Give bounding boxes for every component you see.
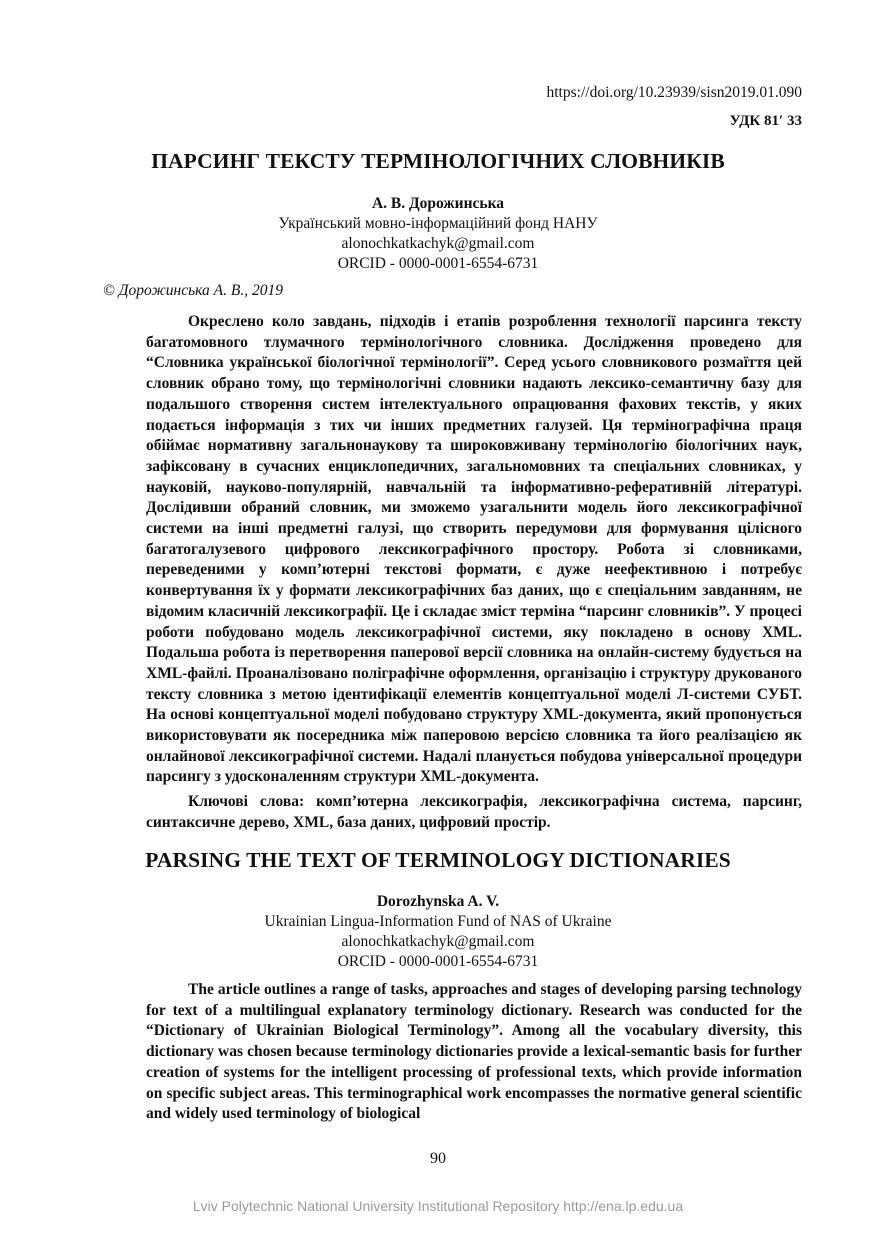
orcid-english[interactable]: ORCID - 0000-0001-6554-6731 bbox=[337, 953, 539, 970]
abstract-ukrainian: Окреслено коло завдань, підходів і етапів розроблення технології парсинга тексту багатомовного тлумачного термінологічного словника. Дослідження проведено для “Словника української біологічної термінології”. Серед усього словникового розмаїття цей словник обрано тому, що термінологічні словники надають лексико-семантичну базу для подальшого створення систем інтелектуального опрацювання фахових текстів, у яких подається інформація з тих чи інших предметних галузей. Ця термінографічна праця обіймає нормативну загальнонаукову та широковживану термінологію біологічних наук, зафіксовану в сучасних енциклопедичних, загальномовних та спеціальних словниках, у науковій, науково-популярній, навчальній та інформативно-реферативній літературі. Дослідивши обраний словник, ми зможемо узагальнити модель його лексикографічної системи на інші предметні галузі, що створить передумови для формування цілісного багатогалузевого цифрового лексикографічного простору. Робота зі словниками, переведеними у комп’ютерні текстові формати, є дуже неефективною і потребує конвертування їх у формати лексикографічних баз даних, що є спеціальним завданням, не відомим класичній лексикографії. Це і складає зміст терміна “парсинг словників”. У процесі роботи побудовано модель лексикографічної системи, яку покладено в основу XML. Подальша робота із перетворення паперової версії словника на онлайн-систему будується на XML-файлі. Проаналізовано поліграфічне оформлення, організацію і структуру друкованого тексту словника з метою ідентифікації елементів концептуальної моделі Л-системи СУБТ. На основі концептуальної моделі побудовано структуру XML-документа, який пропонується використовувати як посередника між паперовою версією словника та його реалізацією як онлайнової лексикографічної системи. Надалі планується побудова універсальної процедури парсингу з удосконаленням структури XML-документа. bbox=[146, 313, 802, 786]
author-ukrainian: А. В. Дорожинська bbox=[371, 195, 505, 212]
email-english[interactable]: alonochkatkachyk@gmail.com bbox=[341, 933, 535, 950]
email-ukrainian[interactable]: alonochkatkachyk@gmail.com bbox=[341, 235, 535, 252]
author-english: Dorozhynska A. V. bbox=[376, 893, 500, 910]
keywords-ukrainian: Ключові слова: комп’ютерна лексикографія, лексикографічна система, парсинг, синтаксичне дерево, XML, база даних, цифровий простір. bbox=[146, 793, 802, 831]
udk-code: УДК 81′ 33 bbox=[729, 113, 802, 129]
orcid-ukrainian[interactable]: ORCID - 0000-0001-6554-6731 bbox=[337, 255, 539, 272]
title-english: PARSING THE TEXT OF TERMINOLOGY DICTIONARIES bbox=[145, 848, 731, 872]
copyright-note: © Дорожинська А. В., 2019 bbox=[103, 282, 283, 299]
page-number: 90 bbox=[430, 1150, 446, 1167]
affiliation-ukrainian: Український мовно-інформаційний фонд НАНУ bbox=[278, 215, 598, 232]
affiliation-english: Ukrainian Lingua-Information Fund of NAS of Ukraine bbox=[264, 913, 612, 930]
title-ukrainian: ПАРСИНГ ТЕКСТУ ТЕРМІНОЛОГІЧНИХ СЛОВНИКІВ bbox=[151, 149, 725, 173]
repository-footer: Lviv Polytechnic National University Institutional Repository http://ena.lp.edu.ua bbox=[192, 1198, 684, 1214]
abstract-english: The article outlines a range of tasks, approaches and stages of developing parsing technology for text of a multilingual explanatory terminology dictionary. Research was conducted for the “Dictionary of Ukrainian Biological Terminology”. Among all the vocabulary diversity, this dictionary was chosen because terminology dictionaries provide a lexical-semantic basis for further creation of systems for the intelligent processing of professional texts, which provide information on specific subject areas. This terminographical work encompasses the normative general scientific and widely used terminology of biological bbox=[146, 981, 802, 1123]
doi-link[interactable]: https://doi.org/10.23939/sisn2019.01.090 bbox=[546, 84, 802, 101]
